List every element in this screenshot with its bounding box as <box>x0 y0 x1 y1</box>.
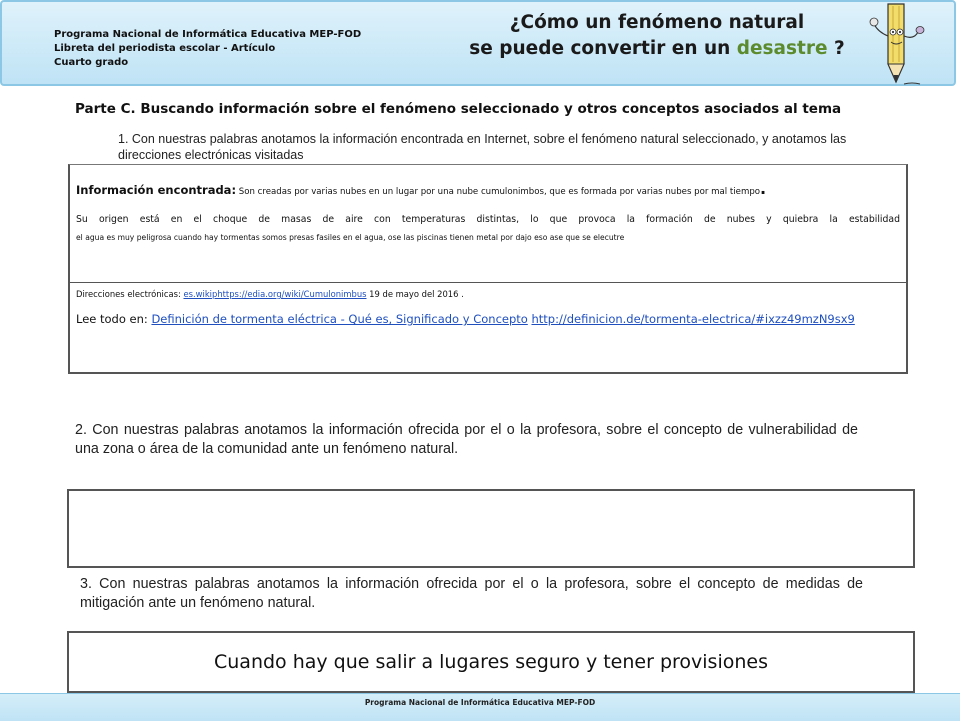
addresses-line <box>76 289 900 299</box>
info-line-1 <box>76 179 900 198</box>
page-title <box>442 10 872 62</box>
title-line-2 <box>442 36 872 62</box>
question-2-answer-box[interactable] <box>67 489 915 568</box>
pencil-mascot-icon <box>864 2 944 86</box>
question-2-instruction: 2. Con nuestras palabras anotamos la información ofrecida por el o la profesora, sobre el concepto de vulnerabilidad de una zona o área de la comunidad ante un fenómeno natural. <box>75 422 858 457</box>
notebook-name: Libreta del periodista escolar - Artículo <box>54 43 276 54</box>
grade-level: Cuarto grado <box>54 57 129 68</box>
question-3-answer: Cuando hay que salir a lugares seguro y tener provisiones <box>214 651 768 673</box>
title-line-2-pre: se puede convertir en un <box>469 38 737 59</box>
read-more-label: Lee todo en: <box>76 312 152 326</box>
question-3-instruction: 3. Con nuestras palabras anotamos la información ofrecida por el o la profesora, sobre el concepto de medidas de mitigación ante un fenómeno natural. <box>80 576 863 611</box>
question-3-answer-box[interactable] <box>67 631 915 693</box>
info-end-dot: . <box>760 179 767 198</box>
addresses-label: Direcciones electrónicas: <box>76 289 184 299</box>
wikipedia-link[interactable]: es.wikiphttps://edia.org/wiki/Cumulonimbus <box>183 289 367 299</box>
question-1-answer-box <box>68 164 908 374</box>
question-1-instruction: 1. Con nuestras palabras anotamos la información encontrada en Internet, sobre el fenómeno natural seleccionado, y anotamos las direcciones electrónicas visitadas <box>118 132 847 162</box>
info-text: Son creadas por varias nubes en un lugar por una nube cumulonimbos, que es formada por varias nubes por mal tiempo <box>236 187 761 197</box>
information-found-section <box>70 165 906 283</box>
header-banner <box>0 0 956 86</box>
title-accent-word: desastre <box>736 38 828 59</box>
title-line-2-post: ? <box>827 38 845 59</box>
footer-banner <box>0 693 960 721</box>
part-c-heading: Parte C. Buscando información sobre el fenómeno seleccionado y otros conceptos asociados al tema <box>75 101 842 117</box>
footer-text: Programa Nacional de Informática Educativa MEP-FOD <box>364 698 596 707</box>
info-line-3: el agua es muy peligrosa cuando hay tormentas somos presas fasiles en el agua, ose las piscinas tienen metal por dajo eso ase que se elecutre <box>76 233 625 242</box>
program-name: Programa Nacional de Informática Educativa MEP-FOD <box>54 29 362 40</box>
read-more-line <box>76 309 900 329</box>
definition-link[interactable]: Definición de tormenta eléctrica - Qué es, Significado y Concepto <box>151 312 528 326</box>
program-info <box>54 28 361 70</box>
web-addresses-section <box>70 283 906 372</box>
definition-url-link[interactable]: http://definicion.de/tormenta-electrica/#ixzz49mzN9sx9 <box>531 312 855 326</box>
info-label: Información encontrada: <box>76 183 237 197</box>
info-line-2: Su origen está en el choque de masas de aire con temperaturas distintas, lo que provoca la formación de nubes y quiebra la estabilidad <box>76 214 900 225</box>
visit-date: 19 de mayo del 2016 . <box>366 289 464 299</box>
title-line-1: ¿Cómo un fenómeno natural <box>509 12 805 33</box>
